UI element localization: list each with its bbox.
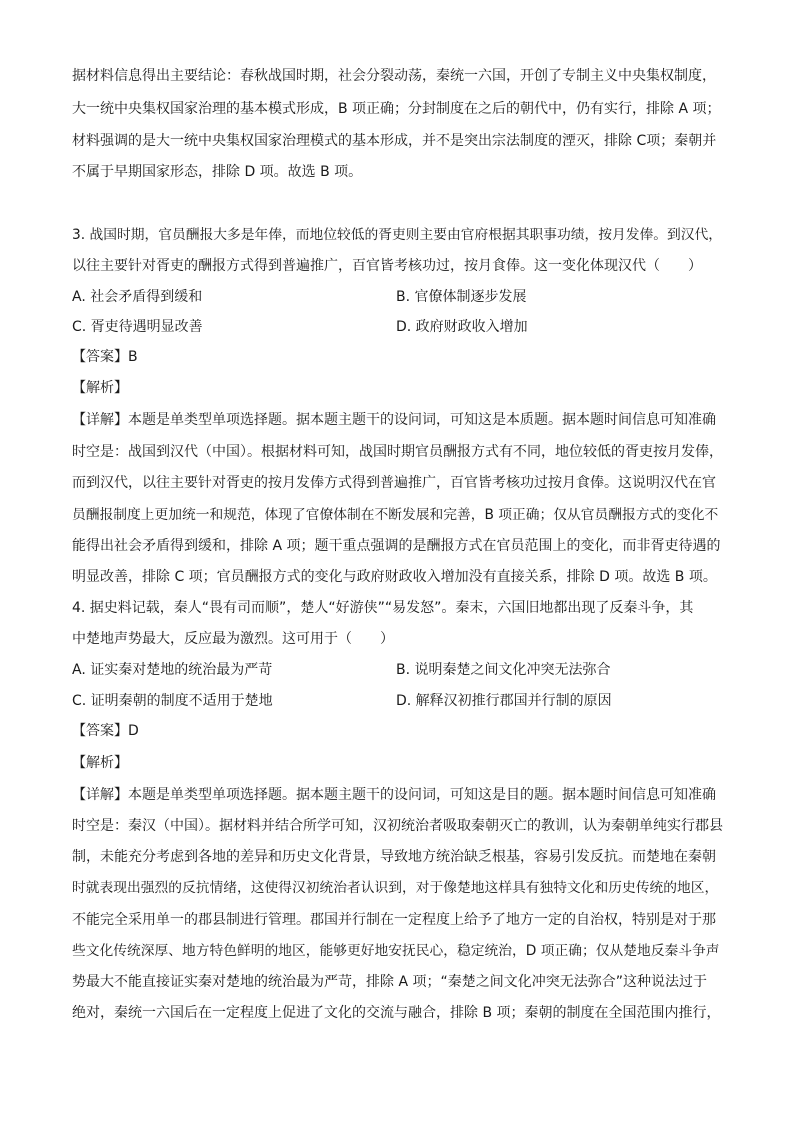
- q4-detail-line: 制，未能充分考虑到各地的差异和历史文化背景，导致地方统治缺乏根基，容易引发反抗。而楚地在秦朝: [72, 849, 716, 865]
- q4-option-b: B. 说明秦楚之间文化冲突无法弥合: [396, 662, 611, 678]
- q4-detail-line: 不能完全采用单一的郡县制进行管理。郡国并行制在一定程度上给予了地方一定的自治权，特别是对于那: [72, 912, 716, 928]
- q3-stem-line: 以往主要针对胥吏的酬报方式得到普遍推广，百官皆考核功过，按月食俸。这一变化体现汉代（ ）: [72, 258, 702, 274]
- q4-stem-line: 4. 据史料记载，秦人“畏有司而顺”，楚人“好游侠”“易发怒”。秦末，六国旧地都出现了反秦斗争，其: [72, 600, 694, 616]
- intro-line: 大一统中央集权国家治理的基本模式形成，B 项正确；分封制度在之后的朝代中，仍有实行，排除 A 项；: [72, 101, 721, 117]
- intro-line: 据材料信息得出主要结论：春秋战国时期，社会分裂动荡，秦统一六国，开创了专制主义中央集权制度，: [72, 68, 716, 84]
- q3-option-d: D. 政府财政收入增加: [396, 319, 528, 335]
- q3-option-b: B. 官僚体制逐步发展: [396, 289, 527, 305]
- q3-stem-line: 3. 战国时期，官员酬报大多是年俸，而地位较低的胥吏则主要由官府根据其职事功绩，按月发俸。到汉代，: [72, 227, 722, 243]
- q4-stem-line: 中楚地声势最大，反应最为激烈。这可用于（ ）: [72, 631, 394, 647]
- q4-analysis-label: 【解析】: [72, 755, 128, 771]
- q3-detail-line: 能得出社会矛盾得到缓和，排除 A 项；题干重点强调的是酬报方式在官员范围上的变化，而非胥吏待遇的: [72, 538, 721, 554]
- q3-detail-line: 时空是：战国到汉代（中国）。根据材料可知，战国时期官员酬报方式有不同，地位较低的胥吏按月发俸，: [72, 444, 723, 460]
- q3-option-a: A. 社会矛盾得到缓和: [72, 289, 203, 305]
- q3-detail-line: 明显改善，排除 C 项；官员酬报方式的变化与政府财政收入增加没有直接关系，排除 D 项。故选 B 项。: [72, 569, 717, 585]
- q3-option-c: C. 胥吏待遇明显改善: [72, 319, 203, 335]
- q4-detail-line: 绝对，秦统一六国后在一定程度上促进了文化的交流与融合，排除 B 项；秦朝的制度在全国范围内推行，: [72, 1005, 721, 1021]
- q4-detail-line: 势最大不能直接证实秦对楚地的统治最为严苛，排除 A 项；“秦楚之间文化冲突无法弥合”这种说法过于: [72, 974, 707, 990]
- q4-detail-line: 【详解】本题是单类型单项选择题。据本题主题干的设问词，可知这是目的题。据本题时间信息可知准确: [72, 787, 716, 803]
- q4-detail-line: 时就表现出强烈的反抗情绪，这使得汉初统治者认识到，对于像楚地这样具有独特文化和历史传统的地区，: [72, 880, 719, 896]
- q3-analysis-label: 【解析】: [72, 380, 128, 396]
- q4-option-d: D. 解释汉初推行郡国并行制的原因: [396, 693, 612, 709]
- q3-detail-line: 【详解】本题是单类型单项选择题。据本题主题干的设问词，可知这是本质题。据本题时间信息可知准确: [72, 412, 716, 428]
- intro-line: 材料强调的是大一统中央集权国家治理模式的基本形成，并不是突出宗法制度的湮灭，排除 C项；秦朝并: [72, 133, 717, 149]
- q3-detail-line: 而到汉代，以往主要针对胥吏的按月发俸方式得到普遍推广，百官皆考核功过按月食俸。这说明汉代在官: [72, 475, 716, 491]
- q4-detail-line: 时空是：秦汉（中国）。据材料并结合所学可知，汉初统治者吸取秦朝灭亡的教训，认为秦朝单纯实行郡县: [72, 818, 723, 834]
- q4-detail-line: 些文化传统深厚、地方特色鲜明的地区，能够更好地安抚民心，稳定统治，D 项正确；仅从楚地反秦斗争声: [72, 943, 720, 959]
- q4-option-c: C. 证明秦朝的制度不适用于楚地: [72, 693, 273, 709]
- q4-answer: 【答案】D: [72, 723, 139, 739]
- q3-detail-line: 员酬报制度上更加统一和规范，体现了官僚体制在不断发展和完善，B 项正确；仅从官员酬报方式的变化不: [72, 507, 719, 523]
- q3-answer: 【答案】B: [72, 349, 138, 365]
- q4-option-a: A. 证实秦对楚地的统治最为严苛: [72, 662, 273, 678]
- intro-line: 不属于早期国家形态，排除 D 项。故选 B 项。: [72, 164, 363, 180]
